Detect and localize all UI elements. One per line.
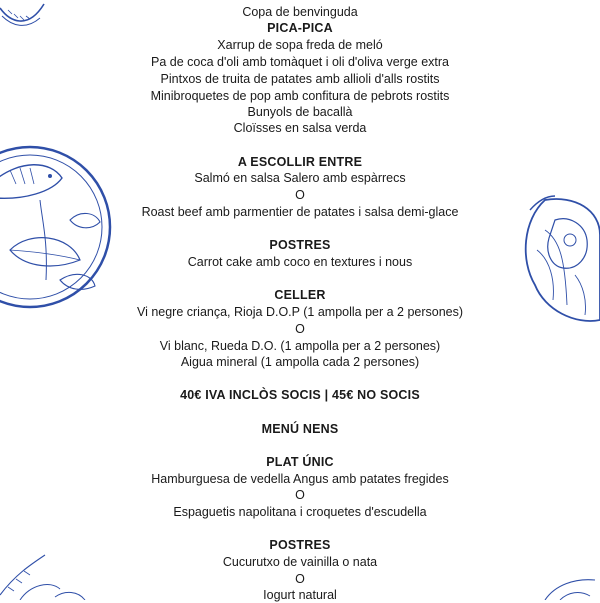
pica-pica-item: Bunyols de bacallà (247, 105, 353, 119)
or-separator: O (295, 488, 305, 502)
kids-single-dish-heading: PLAT ÚNIC (266, 455, 334, 469)
cellar-white-wine: Vi blanc, Rueda D.O. (1 ampolla per a 2 persones) (159, 339, 441, 353)
cellar-water: Aigua mineral (1 ampolla cada 2 persones) (180, 355, 420, 369)
desserts-heading: POSTRES (269, 238, 331, 252)
pica-pica-item: Cloïsses en salsa verda (233, 121, 367, 135)
pica-pica-item: Pa de coca d'oli amb tomàquet i oli d'oliva verge extra (151, 55, 449, 69)
choose-heading: A ESCOLLIR ENTRE (237, 155, 363, 169)
kids-menu-title: MENÚ NENS (261, 422, 339, 436)
pica-pica-heading: PICA-PICA (267, 21, 333, 35)
kids-desserts-heading: POSTRES (269, 538, 331, 552)
or-separator: O (295, 572, 305, 586)
pica-pica-item: Xarrup de sopa freda de meló (217, 38, 383, 52)
main-option-roast-beef: Roast beef amb parmentier de patates i salsa demi-glace (141, 205, 459, 219)
kids-option-spaghetti: Espaguetis napolitana i croquetes d'escudella (173, 505, 427, 519)
or-separator: O (295, 188, 305, 202)
kids-dessert-cone: Cucurutxo de vainilla o nata (222, 555, 378, 569)
dessert-item: Carrot cake amb coco en textures i nous (187, 255, 413, 269)
price-line: 40€ IVA INCLÒS SOCIS | 45€ NO SOCIS (180, 388, 420, 402)
main-option-salmon: Salmó en salsa Salero amb espàrrecs (194, 171, 406, 185)
kids-option-burger: Hamburguesa de vedella Angus amb patates fregides (151, 472, 449, 486)
pica-pica-item: Pintxos de truita de patates amb allioli d'alls rostits (160, 72, 440, 86)
welcome-drink: Copa de benvinguda (242, 5, 358, 19)
pica-pica-item: Minibroquetes de pop amb confitura de pebrots rostits (150, 89, 450, 103)
or-separator: O (295, 322, 305, 336)
cellar-heading: CELLER (274, 288, 326, 302)
kids-dessert-yogurt: Iogurt natural (263, 588, 337, 602)
cellar-red-wine: Vi negre criança, Rioja D.O.P (1 ampolla per a 2 persones) (136, 305, 464, 319)
